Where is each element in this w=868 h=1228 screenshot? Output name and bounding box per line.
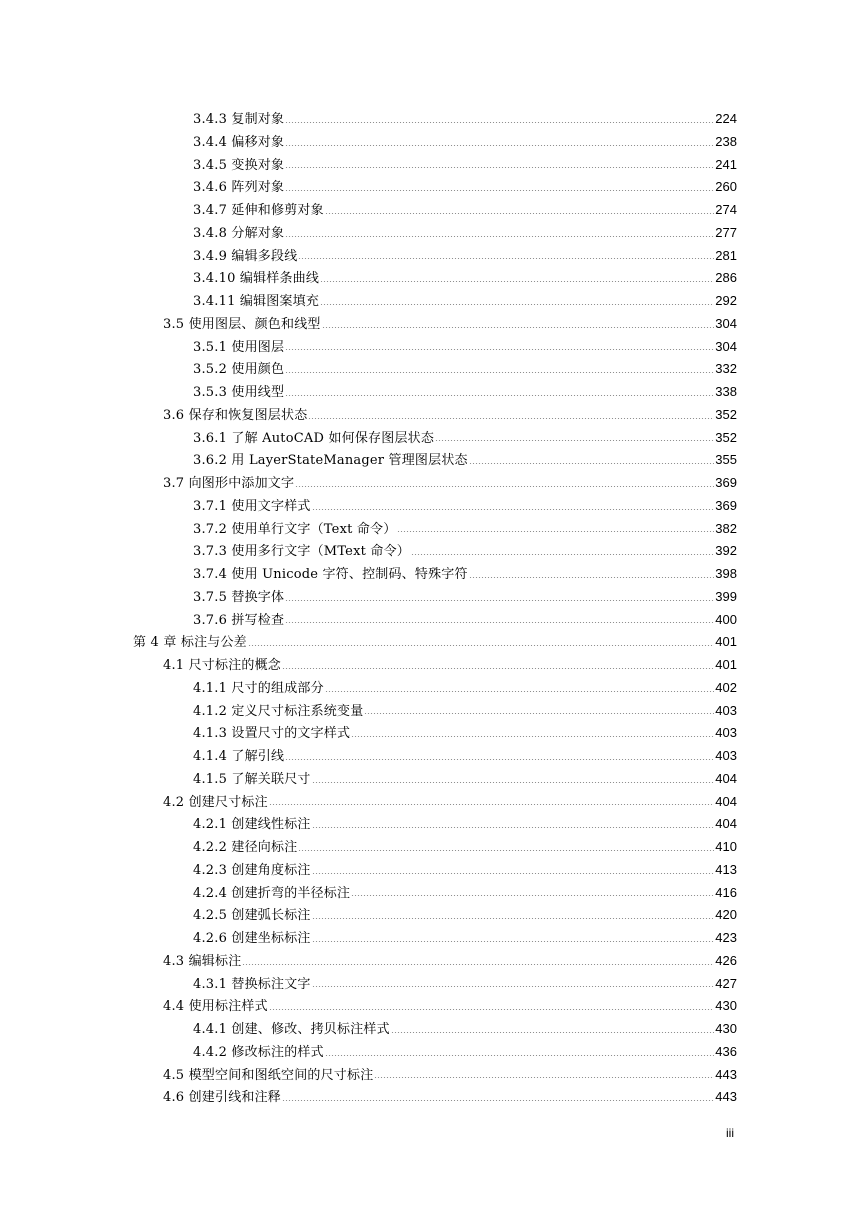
dot-leader: [397, 531, 714, 532]
toc-entry[interactable]: [0, 973, 868, 996]
toc-entry[interactable]: [0, 813, 868, 836]
toc-entry[interactable]: [0, 677, 868, 700]
toc-entry[interactable]: [0, 927, 868, 950]
toc-entry-title: 4.1.4 了解引线: [193, 749, 285, 764]
toc-entry-page: 430: [715, 998, 737, 1014]
toc-entry-page: 413: [715, 861, 737, 877]
dot-leader: [312, 782, 715, 783]
toc-entry[interactable]: [0, 290, 868, 313]
toc-entry-page: 224: [715, 111, 737, 126]
dot-leader: [285, 236, 714, 237]
toc-entry-page: 404: [715, 770, 737, 786]
toc-entry-title: 第 4 章 标注与公差: [133, 635, 247, 651]
toc-entry-page: 400: [715, 611, 737, 627]
toc-entry-page: 436: [715, 1043, 737, 1059]
toc-entry-title: 3.4.11 编辑图案填充: [193, 294, 320, 309]
toc-entry-title: 3.4.4 偏移对象: [193, 134, 285, 150]
toc-entry[interactable]: [0, 1064, 868, 1087]
dot-leader: [285, 372, 714, 373]
toc-entry[interactable]: [0, 472, 868, 495]
toc-entry[interactable]: [0, 154, 868, 177]
toc-entry[interactable]: [0, 131, 868, 154]
toc-entry-page: 420: [715, 907, 737, 923]
toc-entry-page: 423: [715, 930, 737, 945]
toc-entry-title: 3.7.2 使用单行文字（Text 命令）: [193, 521, 397, 537]
dot-leader: [351, 895, 714, 896]
dot-leader: [285, 759, 714, 760]
toc-entry[interactable]: [0, 1018, 868, 1041]
dot-leader: [269, 1009, 714, 1010]
toc-entry-title: 4.3.1 替换标注文字: [193, 976, 311, 992]
toc-entry-title: 4.2.1 创建线性标注: [193, 817, 311, 833]
toc-entry-page: 443: [715, 1066, 737, 1082]
toc-entry-title: 4.1.2 定义尺寸标注系统变量: [193, 703, 364, 719]
toc-entry[interactable]: [0, 654, 868, 677]
dot-leader: [325, 691, 714, 692]
dot-leader: [248, 645, 714, 646]
dot-leader: [282, 1100, 714, 1101]
toc-entry-title: 4.2.6 创建坐标标注: [193, 931, 311, 946]
toc-entry-page: 274: [715, 202, 737, 217]
toc-entry-page: 286: [715, 270, 737, 286]
toc-entry-page: 292: [715, 293, 737, 308]
toc-entry-title: 4.4.2 修改标注的样式: [193, 1044, 324, 1060]
dot-leader: [312, 509, 715, 510]
toc-entry[interactable]: [0, 267, 868, 290]
dot-leader: [312, 941, 715, 942]
toc-entry-title: 4.4 使用标注样式: [163, 999, 268, 1015]
toc-entry-title: 4.2.3 创建角度标注: [193, 862, 311, 878]
toc-entry-page: 403: [715, 748, 737, 763]
toc-entry-title: 3.4.5 变换对象: [193, 157, 285, 173]
toc-entry-title: 3.4.8 分解对象: [193, 225, 285, 241]
toc-entry[interactable]: [0, 358, 868, 381]
dot-leader: [469, 577, 715, 578]
toc-entry-title: 4.1.5 了解关联尺寸: [193, 771, 311, 787]
dot-leader: [320, 304, 714, 305]
toc-entry-page: 410: [715, 839, 737, 854]
dot-leader: [391, 1032, 714, 1033]
toc-entry-page: 260: [715, 179, 737, 195]
toc-entry-title: 4.6 创建引线和注释: [163, 1090, 282, 1106]
toc-entry-page: 382: [715, 520, 737, 536]
dot-leader: [351, 736, 714, 737]
toc-entry[interactable]: [0, 336, 868, 359]
toc-entry-page: 352: [715, 429, 737, 445]
toc-entry-page: 416: [715, 884, 737, 900]
dot-leader: [285, 167, 714, 168]
toc-entry-title: 3.7.1 使用文字样式: [193, 498, 311, 514]
toc-entry-page: 338: [715, 384, 737, 399]
dot-leader: [325, 1055, 714, 1056]
toc-entry[interactable]: [0, 176, 868, 199]
dot-leader: [320, 281, 714, 282]
toc-entry-title: 3.4.7 延伸和修剪对象: [193, 203, 324, 218]
toc-entry-title: 3.4.3 复制对象: [193, 112, 285, 127]
dot-leader: [469, 463, 715, 464]
dot-leader: [312, 986, 715, 987]
toc-entry[interactable]: [0, 222, 868, 245]
toc-entry-page: 398: [715, 566, 737, 581]
toc-entry[interactable]: [0, 904, 868, 927]
toc-entry-title: 4.2.2 建径向标注: [193, 840, 298, 855]
toc-entry[interactable]: [0, 540, 868, 563]
toc-entry[interactable]: [0, 495, 868, 518]
toc-entry-page: 399: [715, 588, 737, 604]
toc-entry[interactable]: [0, 199, 868, 222]
toc-entry-page: 241: [715, 156, 737, 172]
toc-entry-page: 369: [715, 475, 737, 490]
dot-leader: [285, 600, 714, 601]
dot-leader: [322, 327, 715, 328]
dot-leader: [435, 440, 714, 441]
dot-leader: [285, 145, 714, 146]
toc-entry[interactable]: [0, 631, 868, 654]
toc-entry-title: 4.3 编辑标注: [163, 953, 242, 969]
dot-leader: [374, 1077, 714, 1078]
toc-entry-title: 3.4.9 编辑多段线: [193, 248, 298, 264]
toc-entry[interactable]: [0, 563, 868, 586]
table-of-contents: [0, 108, 868, 1109]
dot-leader: [285, 190, 714, 191]
toc-entry[interactable]: [0, 882, 868, 905]
toc-entry[interactable]: [0, 995, 868, 1018]
toc-entry-title: 4.1.1 尺寸的组成部分: [193, 680, 324, 696]
toc-entry[interactable]: [0, 518, 868, 541]
toc-entry-title: 3.4.6 阵列对象: [193, 180, 285, 196]
toc-entry-page: 404: [715, 793, 737, 809]
toc-entry[interactable]: [0, 108, 868, 131]
toc-entry-page: 401: [715, 634, 737, 650]
toc-entry-page: 355: [715, 452, 737, 468]
toc-entry-title: 3.6 保存和恢复图层状态: [163, 407, 308, 423]
dot-leader: [285, 622, 714, 623]
dot-leader: [364, 713, 714, 714]
dot-leader: [411, 554, 714, 555]
toc-entry-page: 401: [715, 657, 737, 672]
toc-entry[interactable]: [0, 381, 868, 404]
toc-entry[interactable]: [0, 313, 868, 336]
toc-entry-title: 4.4.1 创建、修改、拷贝标注样式: [193, 1022, 390, 1037]
dot-leader: [295, 486, 714, 487]
toc-entry[interactable]: [0, 950, 868, 973]
toc-entry-page: 281: [715, 247, 737, 263]
toc-entry-page: 332: [715, 361, 737, 377]
dot-leader: [242, 964, 714, 965]
toc-entry[interactable]: [0, 1086, 868, 1109]
toc-entry-page: 352: [715, 406, 737, 422]
toc-entry[interactable]: [0, 609, 868, 632]
page-number: iii: [726, 1126, 734, 1140]
toc-entry-title: 4.1.3 设置尺寸的文字样式: [193, 726, 351, 742]
toc-entry-title: 3.7.5 替换字体: [193, 589, 285, 605]
toc-entry-page: 304: [715, 338, 737, 354]
toc-entry-title: 3.7.4 使用 Unicode 字符、控制码、特殊字符: [193, 567, 468, 582]
toc-entry-title: 4.5 模型空间和图纸空间的尺寸标注: [163, 1067, 374, 1083]
toc-entry-page: 369: [715, 497, 737, 513]
toc-entry[interactable]: [0, 449, 868, 472]
toc-entry[interactable]: [0, 859, 868, 882]
toc-entry[interactable]: [0, 427, 868, 450]
toc-entry-title: 4.2 创建尺寸标注: [163, 794, 268, 810]
toc-entry-title: 3.5 使用图层、颜色和线型: [163, 316, 321, 332]
toc-entry-title: 3.7 向图形中添加文字: [163, 476, 295, 491]
toc-entry-title: 3.4.10 编辑样条曲线: [193, 271, 320, 287]
dot-leader: [312, 918, 715, 919]
toc-entry[interactable]: [0, 586, 868, 609]
toc-entry-page: 427: [715, 975, 737, 991]
dot-leader: [308, 418, 714, 419]
dot-leader: [298, 850, 714, 851]
dot-leader: [312, 873, 715, 874]
toc-entry[interactable]: [0, 245, 868, 268]
dot-leader: [269, 804, 714, 805]
toc-entry-page: 392: [715, 543, 737, 559]
toc-entry-page: 430: [715, 1021, 737, 1036]
dot-leader: [325, 213, 714, 214]
dot-leader: [285, 349, 714, 350]
toc-entry-page: 277: [715, 224, 737, 240]
toc-entry[interactable]: [0, 1041, 868, 1064]
toc-entry-page: 238: [715, 133, 737, 149]
toc-entry-page: 304: [715, 315, 737, 331]
toc-entry-title: 3.7.6 拼写检查: [193, 612, 285, 628]
toc-entry[interactable]: [0, 700, 868, 723]
toc-entry-title: 3.5.2 使用颜色: [193, 362, 285, 378]
toc-entry[interactable]: [0, 768, 868, 791]
toc-entry-title: 3.5.3 使用线型: [193, 385, 285, 400]
toc-entry[interactable]: [0, 836, 868, 859]
toc-entry[interactable]: [0, 791, 868, 814]
dot-leader: [298, 258, 714, 259]
toc-entry-page: 403: [715, 725, 737, 741]
dot-leader: [285, 395, 714, 396]
toc-entry-page: 443: [715, 1089, 737, 1105]
toc-entry-title: 3.6.1 了解 AutoCAD 如何保存图层状态: [193, 430, 435, 446]
dot-leader: [312, 827, 715, 828]
toc-entry-page: 404: [715, 816, 737, 832]
dot-leader: [282, 668, 714, 669]
toc-entry-title: 4.1 尺寸标注的概念: [163, 658, 282, 673]
toc-entry-page: 403: [715, 702, 737, 718]
toc-entry-title: 4.2.4 创建折弯的半径标注: [193, 885, 351, 901]
toc-entry[interactable]: [0, 404, 868, 427]
toc-entry-page: 426: [715, 952, 737, 968]
toc-entry-title: 3.7.3 使用多行文字（MText 命令）: [193, 544, 410, 560]
toc-entry-title: 4.2.5 创建弧长标注: [193, 908, 311, 924]
toc-entry-title: 3.5.1 使用图层: [193, 339, 285, 355]
toc-entry[interactable]: [0, 745, 868, 768]
toc-entry-title: 3.6.2 用 LayerStateManager 管理图层状态: [193, 453, 468, 469]
dot-leader: [285, 122, 714, 123]
toc-entry[interactable]: [0, 722, 868, 745]
toc-entry-page: 402: [715, 679, 737, 695]
